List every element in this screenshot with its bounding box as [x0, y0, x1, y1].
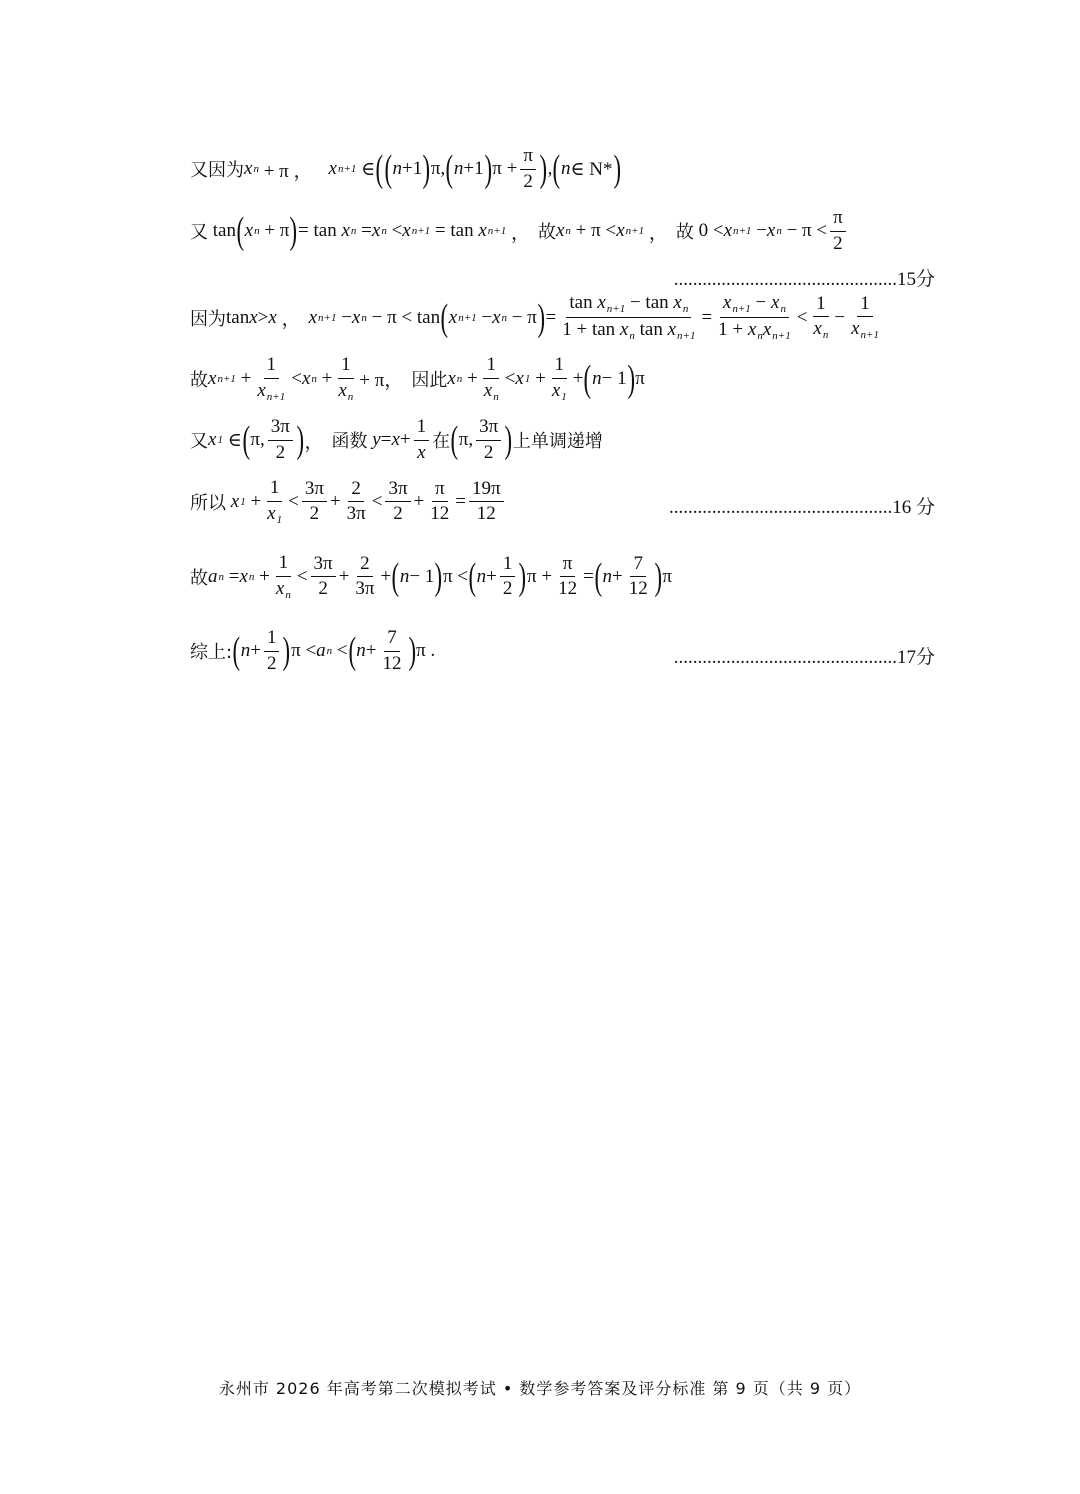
math-line-7: 故 a n = x n + $\frac{1}{x_n}$ < $\frac{3\pi}{2}$ + $\frac{2}{3\pi}$ + ( n − 1 ) π < ( n + $\frac{1}{2}$ ) π + $\frac{\pi}{12}$ = ( n + $\frac{7}{12}$ ) π	[190, 552, 672, 601]
score-15: ...............................................15分	[673, 269, 935, 290]
math-line-8: 综上: ( n + $\frac{1}{2}$ ) π < a n < ( n + $\frac{7}{12}$ ) π .	[190, 627, 436, 674]
math-line-3: 因为 tan x > x ， x n+1 − x n − π < tan ( x n+1 − x n − π ) = $\frac{\tan x_{n+1} - \tan x_n}{1 + \tan x_n \tan x_{n+1}}$ = $\frac{x_{n+1} - x_n}{1 + x_nx_{n+1}}$ < $\frac{1}{x_n}$ − $\frac{1}{x_{n+1}}$	[190, 292, 879, 343]
math-line-4: 故 x n+1 + $\frac{1}{x_{n+1}}$ < x n + $\frac{1}{x_n}$ + π， 因此 x n + $\frac{1}{x_n}$ < x 1 + $\frac{1}{x_1}$ + ( n − 1 ) π	[190, 354, 645, 403]
math-line-6: 所以 x 1 + $\frac{1}{x_1}$ < $\frac{3\pi}{2}$ + $\frac{2}{3\pi}$ < $\frac{3\pi}{2}$ + $\frac{\pi}{12}$ = $\frac{19\pi}{12}$	[190, 478, 507, 526]
math-line-2: 又 tan ( x n + π ) = tan x n = x n < x n+1 = tan x n+1 ， 故 x n + π < x n+1 ， 故 0 < x n+1 − x n − π < $\frac{\pi}{2}$	[190, 208, 849, 255]
score-16: ...............................................16 分	[668, 497, 935, 518]
math-line-1: 又因为 x n + π ， x n+1 ∈ ( ( n +1 ) π, ( n +1 ) π + $\frac{\pi}{2}$ ) , ( n ∈ N* )	[190, 145, 621, 192]
score-17: ...............................................17分	[673, 647, 935, 668]
page-footer: 永州市 2026 年高考第二次模拟考试 • 数学参考答案及评分标准 第 9 页（共 9 页）	[218, 1379, 862, 1398]
math-line-5: 又 x 1 ∈ ( π, $\frac{3\pi}{2}$ ) ， 函数 y = x + $\frac{1}{x}$ 在 ( π, $\frac{3\pi}{2}$ ) 上单调递增	[190, 416, 603, 463]
